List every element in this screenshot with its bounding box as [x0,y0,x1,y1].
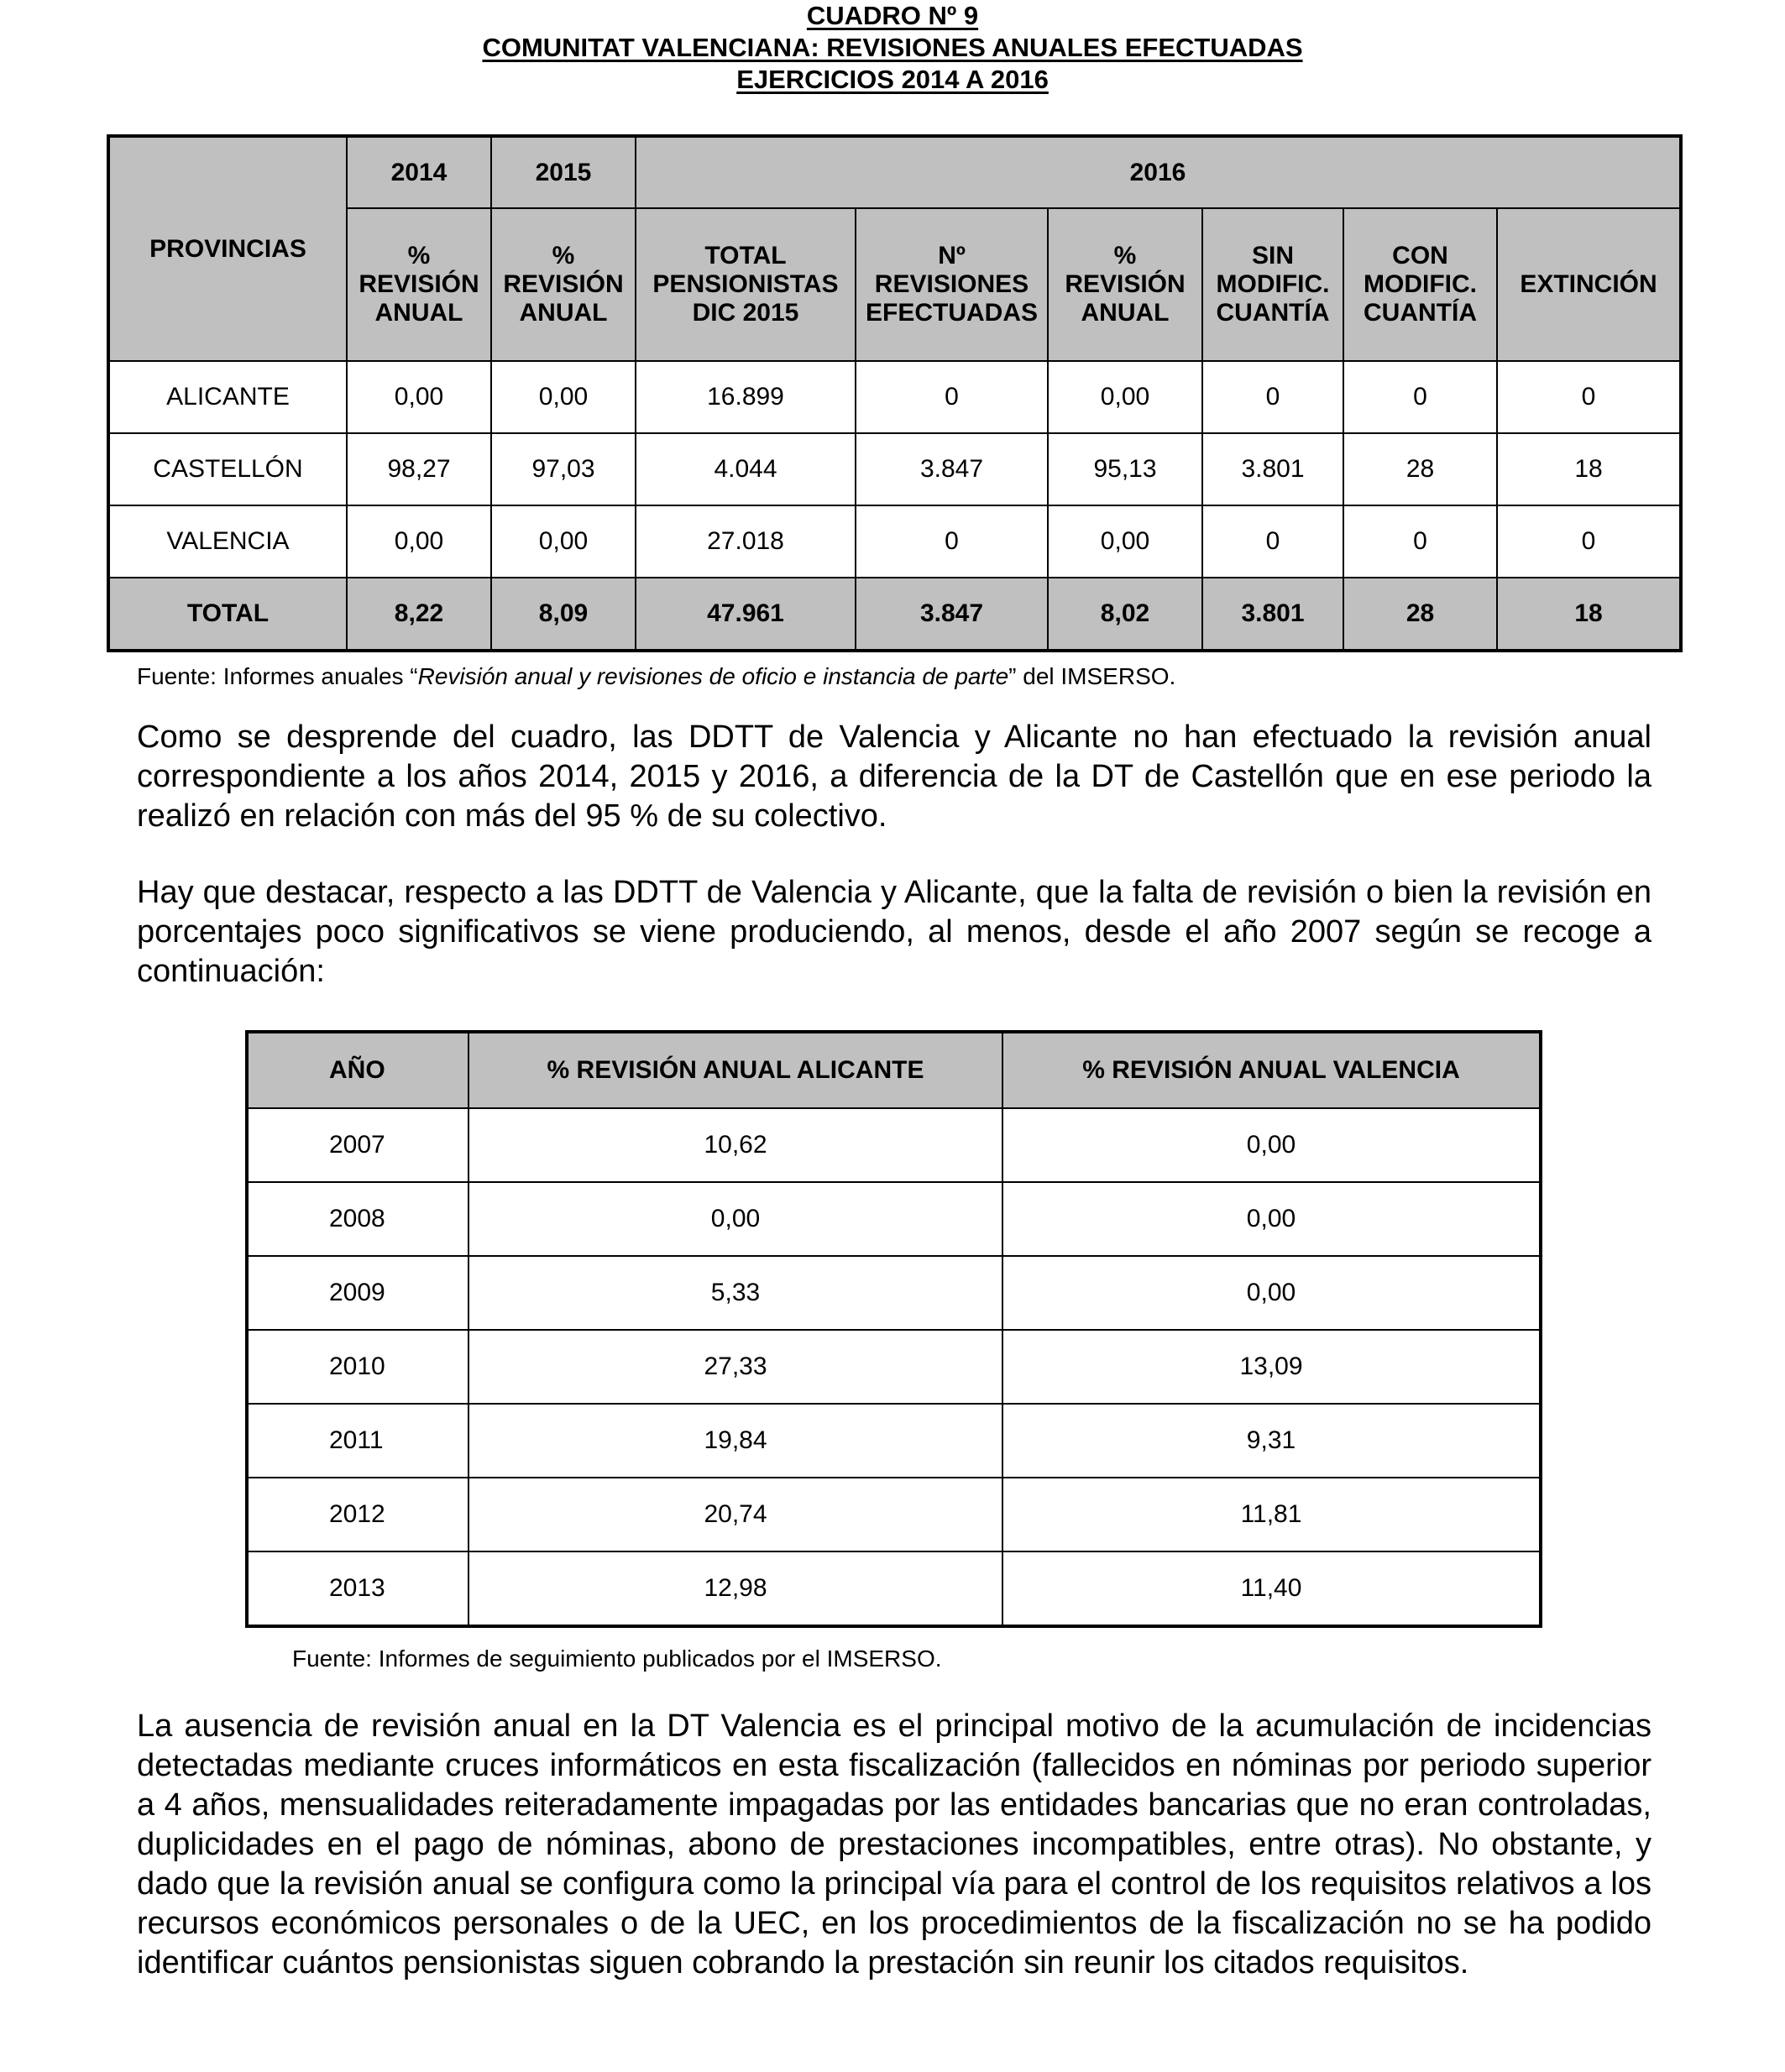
table-row [247,1478,1541,1551]
header-year-2014: 2014 [347,136,491,208]
total-value: 8,02 [1048,578,1202,651]
header-line: CUANTÍA [1364,299,1477,327]
header-year-2015: 2015 [491,136,636,208]
title-line-3: EJERCICIOS 2014 A 2016 [736,65,1049,94]
header-col-6 [1202,208,1343,361]
table-row [247,1182,1541,1256]
value-cell: 5,33 [468,1256,1002,1330]
header-line: REVISIONES [874,270,1029,298]
title-line-1: CUADRO Nº 9 [806,1,979,30]
header-line: MODIFIC. [1364,270,1477,298]
value-cell: 20,74 [468,1478,1002,1551]
header-col-4 [856,208,1048,361]
header-valencia: % REVISIÓN ANUAL VALENCIA [1002,1032,1541,1108]
header-line: Nº [938,242,966,269]
historico-table [245,1030,1542,1628]
header-alicante: % REVISIÓN ANUAL ALICANTE [468,1032,1002,1108]
header-col-7 [1343,208,1497,361]
table1-source [137,663,1175,690]
value-cell: 11,40 [1002,1551,1541,1626]
header-line: EXTINCIÓN [1520,270,1657,298]
paragraph-3: La ausencia de revisión anual en la DT Valencia es el principal motivo de la acumulación de incidencias detectadas mediante cruces informáticos en esta fiscalización (fallecidos en nóminas por periodo superior a 4 años, mensualidades reiteradamente impagadas por las entidades bancarias que no eran controladas, duplicidades en el pago de nóminas, abono de prestaciones incompatibles, entre otras). No obstante, y dado que la revisión anual se configura como la principal vía para el control de los requisitos relativos a los recursos económicos personales o de la UEC, en los procedimientos de la fiscalización no se ha podido identificar cuántos pensionistas siguen cobrando la prestación sin reunir los citados requisitos. [137,1708,1652,1980]
value-cell: 0 [856,361,1048,433]
table-row [247,1256,1541,1330]
value-cell: 0,00 [1048,361,1202,433]
table-row [247,1330,1541,1404]
paragraph-1: Como se desprende del cuadro, las DDTT de Valencia y Alicante no han efectuado la revisión anual correspondiente a los años 2014, 2015 y 2016, a diferencia de la DT de Castellón que en ese periodo la realizó en relación con más del 95 % de su colectivo. [137,719,1652,834]
header-line: SIN [1251,242,1294,269]
total-value: 3.847 [856,578,1048,651]
year-cell: 2012 [247,1478,468,1551]
value-cell: 18 [1497,433,1681,505]
header-provincias: PROVINCIAS [108,136,347,361]
header-col-8 [1497,208,1681,361]
value-cell: 10,62 [468,1108,1002,1182]
revisiones-table [107,134,1683,652]
value-cell: 27.018 [636,505,856,578]
year-cell: 2007 [247,1108,468,1182]
year-cell: 2011 [247,1404,468,1478]
year-cell: 2010 [247,1330,468,1404]
value-cell: 0,00 [1002,1182,1541,1256]
total-value: 8,09 [491,578,636,651]
total-value: 8,22 [347,578,491,651]
value-cell: 0,00 [347,505,491,578]
value-cell: 16.899 [636,361,856,433]
header-line: TOTAL [704,242,787,269]
header-line: REVISIÓN [503,270,624,298]
value-cell: 0 [1497,361,1681,433]
paragraph-2: Hay que destacar, respecto a las DDTT de Valencia y Alicante, que la falta de revisión o bien la revisión en porcentajes poco significativos se viene produciendo, al menos, desde el año 2007 según se recoge a continuación: [137,875,1652,989]
table-row [108,433,1681,505]
value-cell: 4.044 [636,433,856,505]
header-line: PENSIONISTAS [652,270,839,298]
value-cell: 3.801 [1202,433,1343,505]
value-cell: 28 [1343,433,1497,505]
value-cell: 0 [856,505,1048,578]
value-cell: 19,84 [468,1404,1002,1478]
value-cell: 9,31 [1002,1404,1541,1478]
value-cell: 97,03 [491,433,636,505]
total-label: TOTAL [108,578,347,651]
value-cell: 0,00 [347,361,491,433]
province-cell: VALENCIA [108,505,347,578]
total-row [108,578,1681,651]
table-row [247,1551,1541,1626]
source-suffix: ” del IMSERSO. [1008,663,1176,689]
header-line: ANUAL [374,299,463,327]
total-value: 18 [1497,578,1681,651]
year-cell: 2013 [247,1551,468,1626]
header-col-2 [491,208,636,361]
value-cell: 95,13 [1048,433,1202,505]
header-line: % [552,242,575,269]
value-cell: 27,33 [468,1330,1002,1404]
title-line-2: COMUNITAT VALENCIANA: REVISIONES ANUALES EFECTUADAS [482,33,1303,62]
total-value: 3.801 [1202,578,1343,651]
value-cell: 0,00 [468,1182,1002,1256]
value-cell: 0 [1497,505,1681,578]
table2-source: Fuente: Informes de seguimiento publicados por el IMSERSO. [292,1646,942,1672]
value-cell: 13,09 [1002,1330,1541,1404]
header-line: MODIFIC. [1216,270,1330,298]
header-ano: AÑO [247,1032,468,1108]
table-row [108,505,1681,578]
header-col-5 [1048,208,1202,361]
value-cell: 0,00 [1002,1256,1541,1330]
province-cell: CASTELLÓN [108,433,347,505]
province-cell: ALICANTE [108,361,347,433]
value-cell: 0,00 [1002,1108,1541,1182]
header-line: % [1113,242,1137,269]
total-value: 47.961 [636,578,856,651]
value-cell: 0,00 [491,505,636,578]
header-line: CON [1392,242,1448,269]
source-title: Revisión anual y revisiones de oficio e instancia de parte [417,663,1009,689]
value-cell: 0 [1343,505,1497,578]
value-cell: 0 [1202,505,1343,578]
table-row [247,1108,1541,1182]
source-prefix: Fuente: Informes anuales “ [137,663,418,689]
value-cell: 0,00 [1048,505,1202,578]
header-year-2016: 2016 [636,136,1681,208]
total-value: 28 [1343,578,1497,651]
value-cell: 11,81 [1002,1478,1541,1551]
header-line: REVISIÓN [359,270,479,298]
table-row [108,361,1681,433]
value-cell: 3.847 [856,433,1048,505]
header-line: REVISIÓN [1065,270,1186,298]
header-col-1 [347,208,491,361]
header-line: EFECTUADAS [865,299,1038,327]
value-cell: 12,98 [468,1551,1002,1626]
value-cell: 0,00 [491,361,636,433]
header-line: DIC 2015 [692,299,799,327]
header-line: CUANTÍA [1216,299,1330,327]
header-line: ANUAL [1081,299,1170,327]
year-cell: 2008 [247,1182,468,1256]
year-cell: 2009 [247,1256,468,1330]
header-line: % [407,242,431,269]
table-row [247,1404,1541,1478]
value-cell: 0 [1343,361,1497,433]
value-cell: 0 [1202,361,1343,433]
table-title [0,0,1785,96]
value-cell: 98,27 [347,433,491,505]
header-line: ANUAL [519,299,608,327]
header-col-3 [636,208,856,361]
